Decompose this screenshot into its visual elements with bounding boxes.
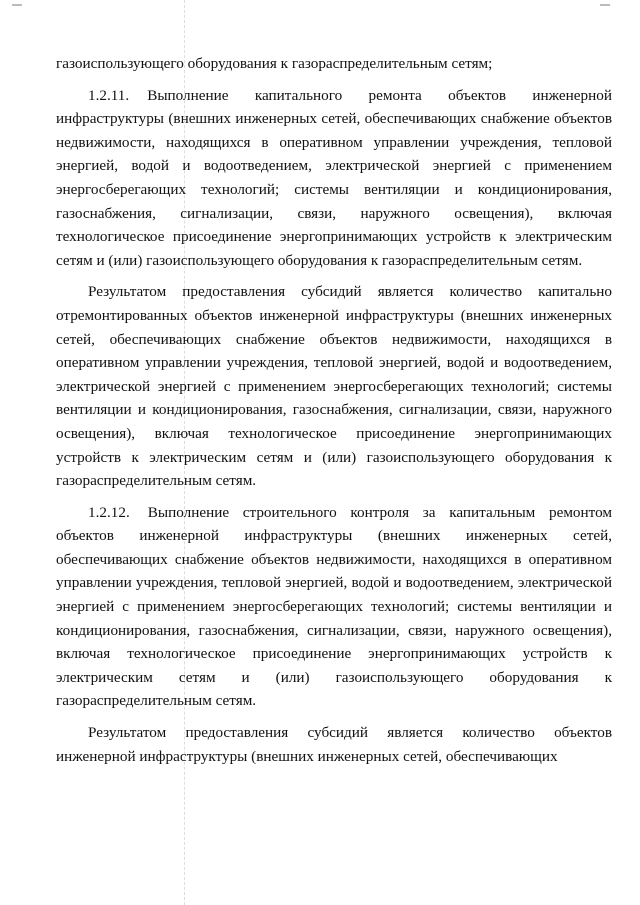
paragraph-text: Результатом предоставления субсидий является количество капитально отремонтированных объектов инженерной инфраструктуры (внешних инженерных сетей, обеспечивающих снабжение объектов недвижимости, находящихся в оперативном управлении учреждения, тепловой энергией, водой и водоотведением, электрической энергией с применением энергосберегающих технологий; системы вентиляции и кондиционирования, газоснабжения, сигнализации, связи, наружного освещения), включая технологическое присоединение энергопринимающих устройств к электрическим сетям и (или) газоиспользующего оборудования к газораспределительным сетям. xyxy=(56,283,612,490)
paragraph-result-1 xyxy=(56,280,612,492)
paragraph-1-2-12 xyxy=(56,501,612,713)
paragraph-text: газоиспользующего оборудования к газораспределительным сетям; xyxy=(56,55,493,72)
clause-number: 1.2.12. xyxy=(88,503,130,521)
paragraph-continuation xyxy=(56,52,612,76)
clause-number: 1.2.11. xyxy=(88,86,130,104)
paragraph-text: Выполнение строительного контроля за капитальным ремонтом объектов инженерной инфраструктуры (внешних инженерных сетей, обеспечивающих снабжение объектов недвижимости, находящихся в оперативном управлении учреждения, тепловой энергией, водой и водоотведением, электрической энергией с применением энергосберегающих технологий; системы вентиляции и кондиционирования, газоснабжения, сигнализации, связи, наружного освещения), включая технологическое присоединение энергопринимающих устройств к электрическим сетям и (или) газоиспользующего оборудования к газораспределительным сетям. xyxy=(56,503,612,710)
paragraph-1-2-11 xyxy=(56,84,612,273)
scan-corner-mark xyxy=(600,4,610,6)
paragraph-text: Результатом предоставления субсидий является количество объектов инженерной инфраструктуры (внешних инженерных сетей, обеспечивающих xyxy=(56,724,612,765)
paragraph-text: Выполнение капитального ремонта объектов инженерной инфраструктуры (внешних инженерных сетей, обеспечивающих снабжение объектов недвижимости, находящихся в оперативном управлении учреждения, тепловой энергией, водой и водоотведением, электрической энергией с применением энергосберегающих технологий; системы вентиляции и кондиционирования, газоснабжения, сигнализации, связи, наружного освещения), включая технологическое присоединение энергопринимающих устройств к электрическим сетям и (или) газоиспользующего оборудования к газораспределительным сетям. xyxy=(56,86,612,269)
scan-corner-mark xyxy=(12,4,22,6)
paragraph-result-2 xyxy=(56,721,612,768)
document-body xyxy=(56,52,612,776)
